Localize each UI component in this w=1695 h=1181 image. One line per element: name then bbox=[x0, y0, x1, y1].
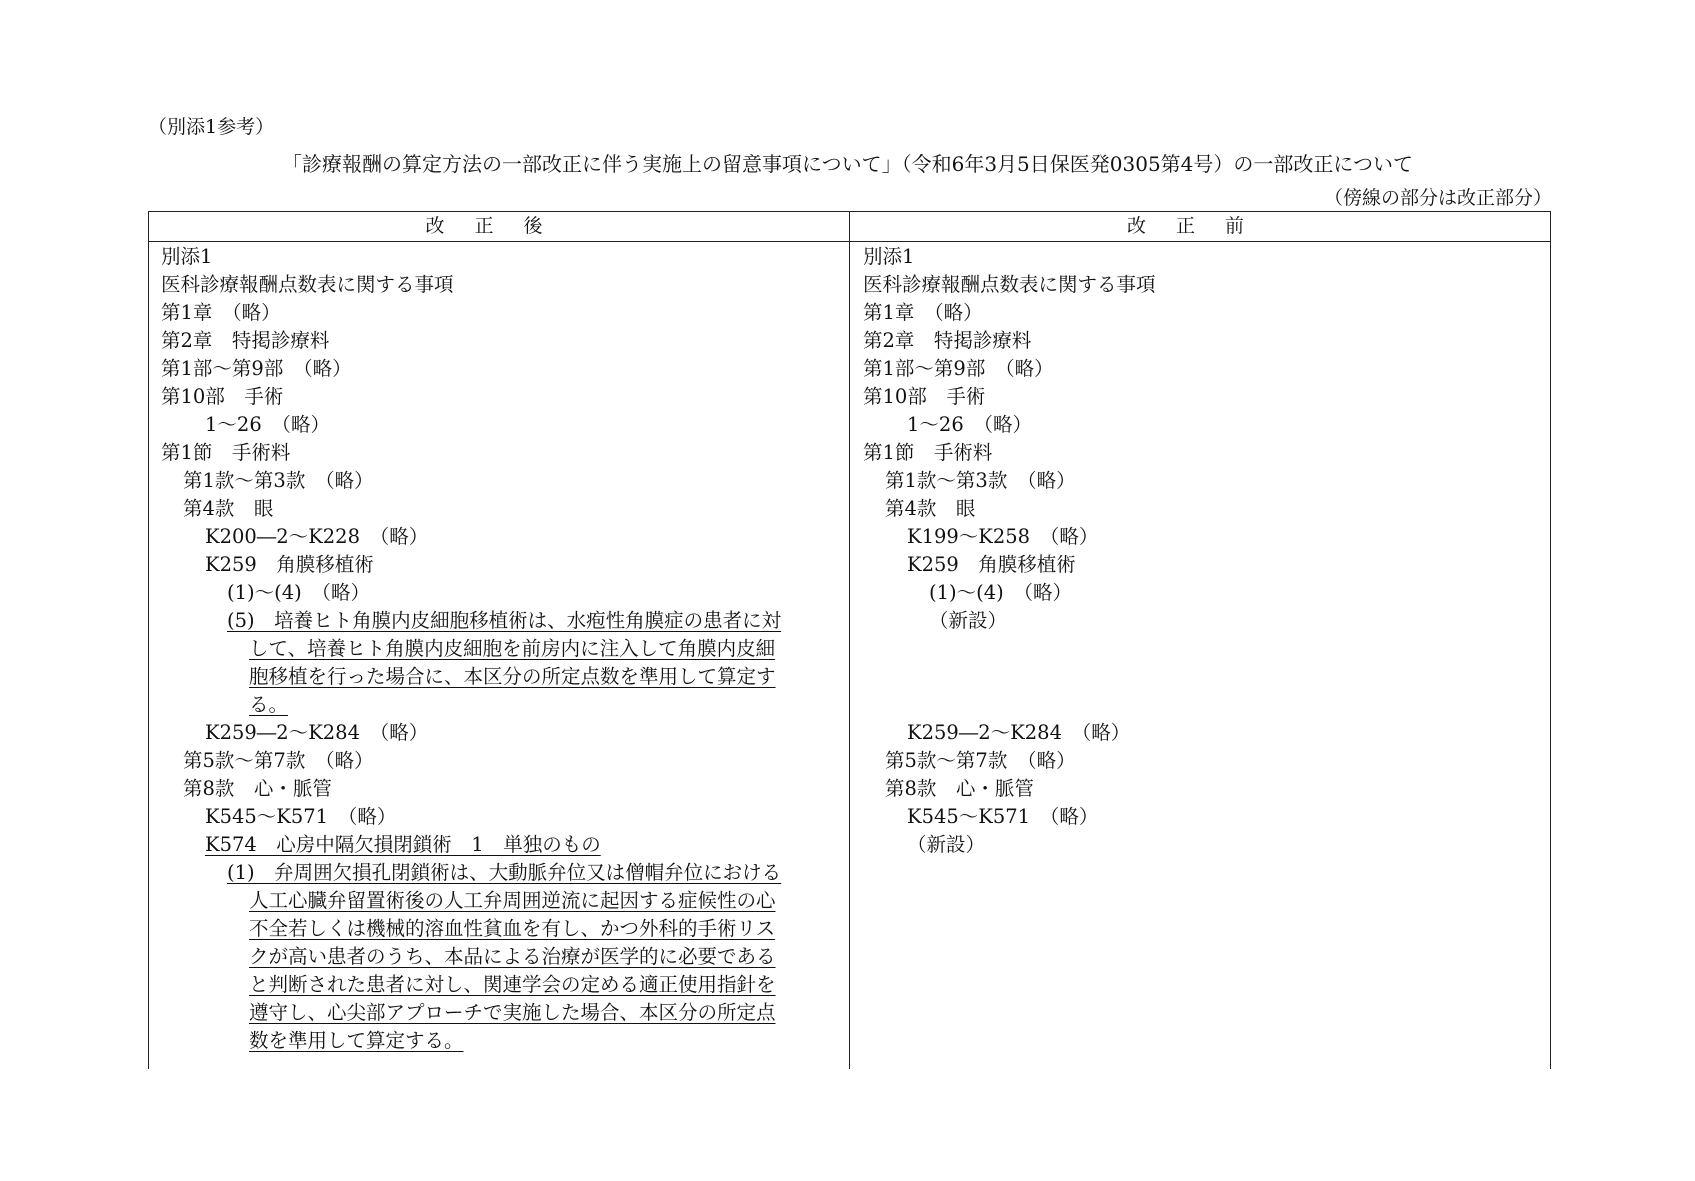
text-line: K200―2～K228 （略） bbox=[205, 525, 429, 548]
text-line: 1～26 （略） bbox=[907, 413, 1032, 436]
text-line: 第5款～第7款 （略） bbox=[183, 749, 374, 772]
underline-legend: （傍線の部分は改正部分） bbox=[1323, 187, 1552, 209]
amended-text-line: 人工心臓弁留置術後の人工弁周囲逆流に起因する症候性の心 bbox=[249, 889, 776, 912]
amended-text-line: 胞移植を行った場合に、本区分の所定点数を準用して算定す bbox=[249, 665, 776, 688]
amended-text-line: と判断された患者に対し、関連学会の定める適正使用指針を bbox=[249, 973, 776, 996]
text-line: K545～K571 （略） bbox=[205, 805, 397, 828]
text-line: K259 角膜移植術 bbox=[205, 553, 374, 576]
text-line: 別添1 bbox=[161, 245, 213, 268]
new-provision-marker: （新設） bbox=[907, 833, 986, 856]
text-line: 第1節 手術料 bbox=[863, 441, 993, 464]
text-line: 第1部～第9部 （略） bbox=[161, 357, 352, 380]
text-line: 第2章 特掲診療料 bbox=[863, 329, 1032, 352]
text-line: 第2章 特掲診療料 bbox=[161, 329, 330, 352]
text-line: 第4款 眼 bbox=[183, 497, 274, 520]
text-line: K545～K571 （略） bbox=[907, 805, 1099, 828]
text-line: 第1款～第3款 （略） bbox=[183, 469, 374, 492]
text-line: 第1部～第9部 （略） bbox=[863, 357, 1054, 380]
text-line: 第1章 （略） bbox=[863, 301, 983, 324]
comparison-table bbox=[148, 211, 1551, 1069]
amended-text-line: 数を準用して算定する。 bbox=[249, 1029, 464, 1052]
text-line: 第8款 心・脈管 bbox=[183, 777, 332, 800]
text-line: 第1款～第3款 （略） bbox=[885, 469, 1076, 492]
amended-text-line: (5) 培養ヒト角膜内皮細胞移植術は、水疱性角膜症の患者に対 bbox=[227, 609, 782, 632]
text-line: 第1節 手術料 bbox=[161, 441, 291, 464]
attachment-reference-note: （別添1参考） bbox=[148, 116, 275, 138]
text-line: 医科診療報酬点数表に関する事項 bbox=[863, 273, 1156, 296]
amended-text-line: 不全若しくは機械的溶血性貧血を有し、かつ外科的手術リス bbox=[249, 917, 776, 940]
text-line: 医科診療報酬点数表に関する事項 bbox=[161, 273, 454, 296]
text-line: K259―2～K284 （略） bbox=[907, 721, 1131, 744]
amended-text-line: して、培養ヒト角膜内皮細胞を前房内に注入して角膜内皮細 bbox=[249, 637, 776, 660]
text-line: 別添1 bbox=[863, 245, 915, 268]
text-line: 第5款～第7款 （略） bbox=[885, 749, 1076, 772]
text-line: 第10部 手術 bbox=[161, 385, 284, 408]
text-line: (1)～(4) （略） bbox=[929, 581, 1072, 604]
document-title: 「診療報酬の算定方法の一部改正に伴う実施上の留意事項について」（令和6年3月5日保医発0305第4号）の一部改正について bbox=[282, 152, 1413, 176]
text-line: 第1章 （略） bbox=[161, 301, 281, 324]
text-line: 第8款 心・脈管 bbox=[885, 777, 1034, 800]
amended-text-line: K574 心房中隔欠損閉鎖術 1 単独のもの bbox=[205, 833, 601, 856]
text-line: 第4款 眼 bbox=[885, 497, 976, 520]
column-divider bbox=[849, 212, 850, 1069]
text-line: (1)～(4) （略） bbox=[227, 581, 370, 604]
text-line: 第10部 手術 bbox=[863, 385, 986, 408]
text-line: K259―2～K284 （略） bbox=[205, 721, 429, 744]
before-revision-header: 改正前 bbox=[1126, 215, 1274, 237]
text-line: 1～26 （略） bbox=[205, 413, 330, 436]
amended-text-line: る。 bbox=[249, 693, 289, 716]
text-line: K199～K258 （略） bbox=[907, 525, 1099, 548]
text-line: K259 角膜移植術 bbox=[907, 553, 1076, 576]
amended-text-line: 遵守し、心尖部アプローチで実施した場合、本区分の所定点 bbox=[249, 1001, 776, 1024]
new-provision-marker: （新設） bbox=[929, 609, 1008, 632]
after-revision-header: 改正後 bbox=[425, 215, 573, 237]
amended-text-line: クが高い患者のうち、本品による治療が医学的に必要である bbox=[249, 945, 776, 968]
table-header-row bbox=[149, 212, 1550, 242]
amended-text-line: (1) 弁周囲欠損孔閉鎖術は、大動脈弁位又は僧帽弁位における bbox=[227, 861, 782, 884]
